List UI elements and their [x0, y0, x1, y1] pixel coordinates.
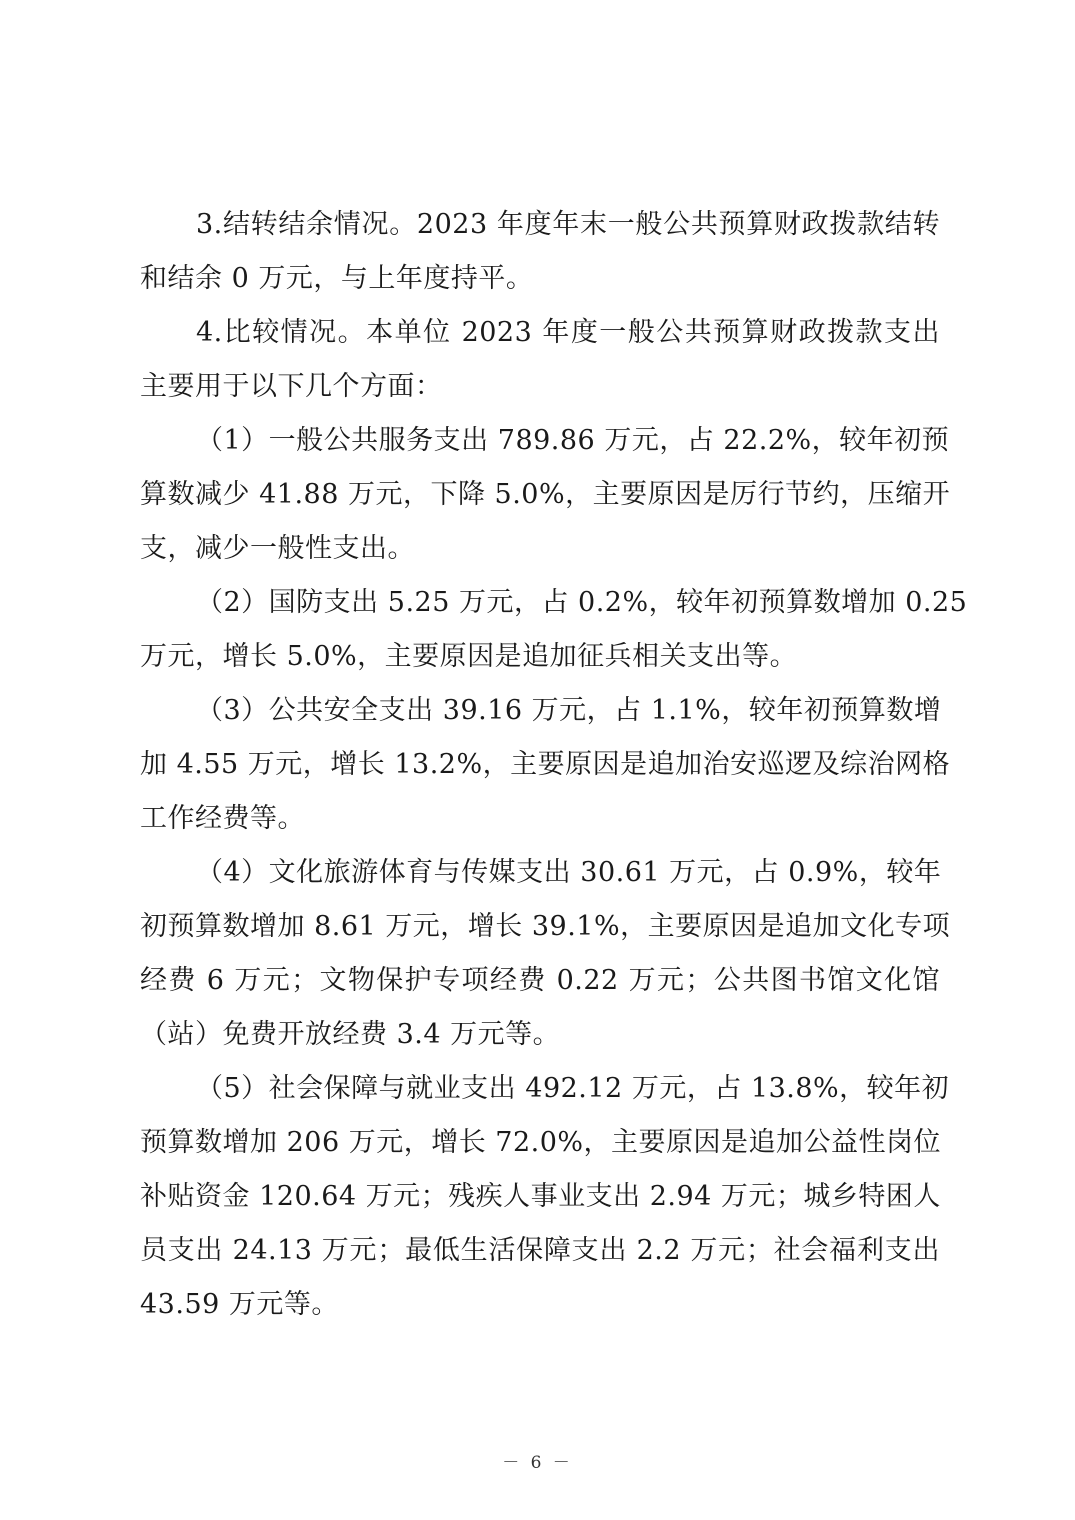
paragraph-item-1: [140, 414, 951, 576]
paragraph-line: 预算数增加 206 万元，增长 72.0%，主要原因是追加公益性岗位: [140, 1127, 942, 1158]
paragraph-line: （4）文化旅游体育与传媒支出 30.61 万元，占 0.9%，较年: [196, 857, 942, 888]
paragraph-carryover: [140, 198, 940, 306]
paragraph-line: 员支出 24.13 万元；最低生活保障支出 2.2 万元；社会福利支出: [140, 1235, 940, 1266]
paragraph-line: （5）社会保障与就业支出 492.12 万元，占 13.8%，较年初: [196, 1073, 950, 1104]
paragraph-line: 43.59 万元等。: [140, 1289, 339, 1320]
paragraph-line: 算数减少 41.88 万元，下降 5.0%，主要原因是厉行节约，压缩开: [140, 479, 951, 510]
paragraph-line: 主要用于以下几个方面：: [140, 371, 443, 402]
page-number: － 6 －: [502, 1453, 573, 1473]
paragraph-line: （站）免费开放经费 3.4 万元等。: [140, 1019, 561, 1050]
paragraph-line: 加 4.55 万元，增长 13.2%，主要原因是追加治安巡逻及综治网格: [140, 749, 951, 780]
paragraph-line: 3.结转结余情况。2023 年度年末一般公共预算财政拨款结转: [196, 209, 940, 240]
paragraph-item-2: [140, 576, 968, 684]
paragraph-line: 补贴资金 120.64 万元；残疾人事业支出 2.94 万元；城乡特困人: [140, 1181, 941, 1212]
paragraph-item-3: [140, 684, 951, 846]
paragraph-line: （1）一般公共服务支出 789.86 万元，占 22.2%，较年初预: [196, 425, 950, 456]
paragraph-line: 经费 6 万元；文物保护专项经费 0.22 万元；公共图书馆文化馆: [140, 965, 940, 996]
paragraph-comparison-intro: [140, 306, 940, 414]
paragraph-item-5: [140, 1062, 950, 1332]
paragraph-line: 初预算数增加 8.61 万元，增长 39.1%，主要原因是追加文化专项: [140, 911, 951, 942]
document-body: [140, 198, 968, 1332]
paragraph-line: 和结余 0 万元，与上年度持平。: [140, 263, 534, 294]
paragraph-line: 万元，增长 5.0%，主要原因是追加征兵相关支出等。: [140, 641, 798, 672]
paragraph-line: 支，减少一般性支出。: [140, 533, 415, 564]
paragraph-line: 工作经费等。: [140, 803, 305, 834]
paragraph-item-4: [140, 846, 951, 1062]
paragraph-line: 4.比较情况。本单位 2023 年度一般公共预算财政拨款支出: [196, 317, 940, 348]
paragraph-line: （2）国防支出 5.25 万元，占 0.2%，较年初预算数增加 0.25: [196, 587, 968, 618]
paragraph-line: （3）公共安全支出 39.16 万元，占 1.1%，较年初预算数增: [196, 695, 942, 726]
